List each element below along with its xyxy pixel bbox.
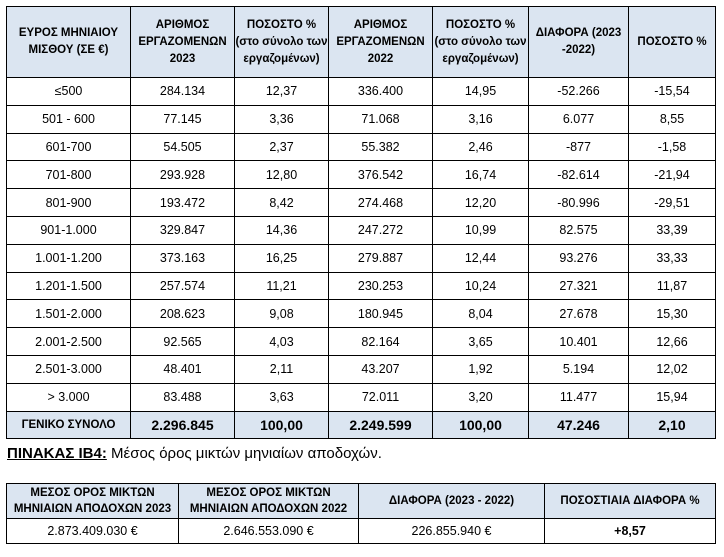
table-header-row [7, 7, 716, 78]
cell-percent-2022: 12,44 [433, 244, 529, 272]
cell-percent-2022: 8,04 [433, 300, 529, 328]
header-percent-2023-title: ΠΟΣΟΣΤΟ % [246, 18, 317, 31]
cell-employees-2022: 71.068 [329, 105, 433, 133]
cell-employees-2023: 208.623 [131, 300, 235, 328]
cell-wage-band: 1.201-1.500 [7, 272, 131, 300]
total-row [7, 411, 716, 438]
cell-employees-2023: 77.145 [131, 105, 235, 133]
total-percent-2023: 100,00 [235, 411, 329, 438]
cell-wage-band: 801-900 [7, 189, 131, 217]
cell-wage-band: 701-800 [7, 161, 131, 189]
cell-percent-2022: 1,92 [433, 355, 529, 383]
cell-wage-band: 1.501-2.000 [7, 300, 131, 328]
header-average-2022: ΜΕΣΟΣ ΟΡΟΣ ΜΙΚΤΩΝ ΜΗΝΙΑΙΩΝ ΑΠΟΔΟΧΩΝ 2022 [179, 484, 359, 519]
header-employees-2023: ΑΡΙΘΜΟΣ ΕΡΓΑΖΟΜΕΝΩΝ 2023 [131, 7, 235, 78]
table-row [7, 216, 716, 244]
cell-wage-band: 2.001-2.500 [7, 328, 131, 356]
header-wage-band: ΕΥΡΟΣ ΜΗΝΙΑΙΟΥ ΜΙΣΘΟΥ (ΣΕ €) [7, 7, 131, 78]
cell-wage-band: ≤500 [7, 78, 131, 106]
table-row [7, 105, 716, 133]
cell-wage-band: 1.001-1.200 [7, 244, 131, 272]
cell-employees-2023: 284.134 [131, 78, 235, 106]
cell-difference: 10.401 [529, 328, 629, 356]
cell-percent-2023: 14,36 [235, 216, 329, 244]
header-percent-2023 [235, 7, 329, 78]
cell-percent-2023: 12,37 [235, 78, 329, 106]
cell-percent-2022: 3,65 [433, 328, 529, 356]
cell-percent-difference: +8,57 [545, 519, 716, 544]
cell-difference-percent: 12,66 [629, 328, 716, 356]
cell-difference-percent: 8,55 [629, 105, 716, 133]
cell-difference-percent: -29,51 [629, 189, 716, 217]
cell-difference: -877 [529, 133, 629, 161]
cell-employees-2023: 373.163 [131, 244, 235, 272]
table-row [7, 189, 716, 217]
cell-difference: -82.614 [529, 161, 629, 189]
total-label: ΓΕΝΙΚΟ ΣΥΝΟΛΟ [7, 411, 131, 438]
cell-wage-band: > 3.000 [7, 383, 131, 411]
total-employees-2023: 2.296.845 [131, 411, 235, 438]
cell-difference: 11.477 [529, 383, 629, 411]
cell-percent-2023: 2,37 [235, 133, 329, 161]
cell-employees-2023: 293.928 [131, 161, 235, 189]
cell-employees-2022: 72.011 [329, 383, 433, 411]
table-row [7, 328, 716, 356]
cell-percent-2023: 12,80 [235, 161, 329, 189]
table-row [7, 355, 716, 383]
table-row [7, 161, 716, 189]
cell-difference: 82.575 [529, 216, 629, 244]
cell-percent-2023: 3,36 [235, 105, 329, 133]
caption-text: Μέσος όρος μικτών μηνιαίων αποδοχών. [106, 445, 382, 462]
header-percent-2022 [433, 7, 529, 78]
header-percent-2022-sub: (στο σύνολο των εργαζομένων) [434, 35, 527, 65]
cell-employees-2022: 274.468 [329, 189, 433, 217]
table-row [7, 133, 716, 161]
cell-employees-2022: 336.400 [329, 78, 433, 106]
cell-difference: -52.266 [529, 78, 629, 106]
cell-percent-2023: 11,21 [235, 272, 329, 300]
cell-employees-2022: 82.164 [329, 328, 433, 356]
cell-employees-2022: 43.207 [329, 355, 433, 383]
cell-employees-2022: 55.382 [329, 133, 433, 161]
cell-difference-percent: 33,33 [629, 244, 716, 272]
cell-difference: 5.194 [529, 355, 629, 383]
cell-difference: -80.996 [529, 189, 629, 217]
cell-percent-2023: 9,08 [235, 300, 329, 328]
cell-employees-2022: 230.253 [329, 272, 433, 300]
cell-employees-2023: 54.505 [131, 133, 235, 161]
cell-percent-2023: 3,63 [235, 383, 329, 411]
cell-wage-band: 2.501-3.000 [7, 355, 131, 383]
table-row [7, 244, 716, 272]
cell-difference: 226.855.940 € [359, 519, 545, 544]
header-difference: ΔΙΑΦΟΡΑ (2023 -2022) [529, 7, 629, 78]
cell-difference: 6.077 [529, 105, 629, 133]
cell-employees-2023: 193.472 [131, 189, 235, 217]
total-percent-2022: 100,00 [433, 411, 529, 438]
cell-percent-2022: 16,74 [433, 161, 529, 189]
cell-difference-percent: 15,30 [629, 300, 716, 328]
cell-employees-2023: 92.565 [131, 328, 235, 356]
cell-employees-2022: 180.945 [329, 300, 433, 328]
cell-wage-band: 901-1.000 [7, 216, 131, 244]
cell-percent-2023: 16,25 [235, 244, 329, 272]
total-employees-2022: 2.249.599 [329, 411, 433, 438]
cell-employees-2023: 257.574 [131, 272, 235, 300]
cell-difference-percent: -15,54 [629, 78, 716, 106]
total-difference: 47.246 [529, 411, 629, 438]
header-percent-2023-sub: (στο σύνολο των εργαζομένων) [235, 35, 328, 65]
cell-percent-2022: 2,46 [433, 133, 529, 161]
cell-percent-2022: 10,99 [433, 216, 529, 244]
table-row [7, 272, 716, 300]
cell-percent-2022: 3,20 [433, 383, 529, 411]
cell-difference-percent: -1,58 [629, 133, 716, 161]
cell-wage-band: 601-700 [7, 133, 131, 161]
cell-employees-2022: 279.887 [329, 244, 433, 272]
table-header-row [7, 484, 716, 519]
table-row [7, 78, 716, 106]
table-row [7, 383, 716, 411]
cell-employees-2023: 329.847 [131, 216, 235, 244]
cell-percent-2022: 12,20 [433, 189, 529, 217]
header-average-2023: ΜΕΣΟΣ ΟΡΟΣ ΜΙΚΤΩΝ ΜΗΝΙΑΙΩΝ ΑΠΟΔΟΧΩΝ 2023 [7, 484, 179, 519]
header-percent-2022-title: ΠΟΣΟΣΤΟ % [445, 18, 516, 31]
cell-employees-2023: 83.488 [131, 383, 235, 411]
cell-difference-percent: 15,94 [629, 383, 716, 411]
cell-percent-2022: 3,16 [433, 105, 529, 133]
cell-difference: 27.321 [529, 272, 629, 300]
wage-distribution-table [6, 6, 716, 439]
cell-difference-percent: 12,02 [629, 355, 716, 383]
cell-difference: 27.678 [529, 300, 629, 328]
cell-percent-2023: 8,42 [235, 189, 329, 217]
table-row [7, 300, 716, 328]
total-difference-percent: 2,10 [629, 411, 716, 438]
cell-percent-2023: 4,03 [235, 328, 329, 356]
cell-employees-2022: 247.272 [329, 216, 433, 244]
cell-difference-percent: 11,87 [629, 272, 716, 300]
header-difference-percent: ΠΟΣΟΣΤΟ % [629, 7, 716, 78]
table-row [7, 519, 716, 544]
cell-percent-2022: 14,95 [433, 78, 529, 106]
cell-difference-percent: -21,94 [629, 161, 716, 189]
cell-employees-2022: 376.542 [329, 161, 433, 189]
cell-average-2022: 2.646.553.090 € [179, 519, 359, 544]
table-body [7, 78, 716, 412]
cell-employees-2023: 48.401 [131, 355, 235, 383]
cell-percent-2023: 2,11 [235, 355, 329, 383]
average-earnings-table [6, 483, 716, 544]
header-difference: ΔΙΑΦΟΡΑ (2023 - 2022) [359, 484, 545, 519]
cell-percent-2022: 10,24 [433, 272, 529, 300]
cell-wage-band: 501 - 600 [7, 105, 131, 133]
table-caption [7, 445, 382, 462]
cell-average-2023: 2.873.409.030 € [7, 519, 179, 544]
cell-difference: 93.276 [529, 244, 629, 272]
header-percent-difference: ΠΟΣΟΣΤΙΑΙΑ ΔΙΑΦΟΡΑ % [545, 484, 716, 519]
header-employees-2022: ΑΡΙΘΜΟΣ ΕΡΓΑΖΟΜΕΝΩΝ 2022 [329, 7, 433, 78]
cell-difference-percent: 33,39 [629, 216, 716, 244]
caption-title: ΠΙΝΑΚΑΣ ΙΒ4: [7, 445, 107, 462]
